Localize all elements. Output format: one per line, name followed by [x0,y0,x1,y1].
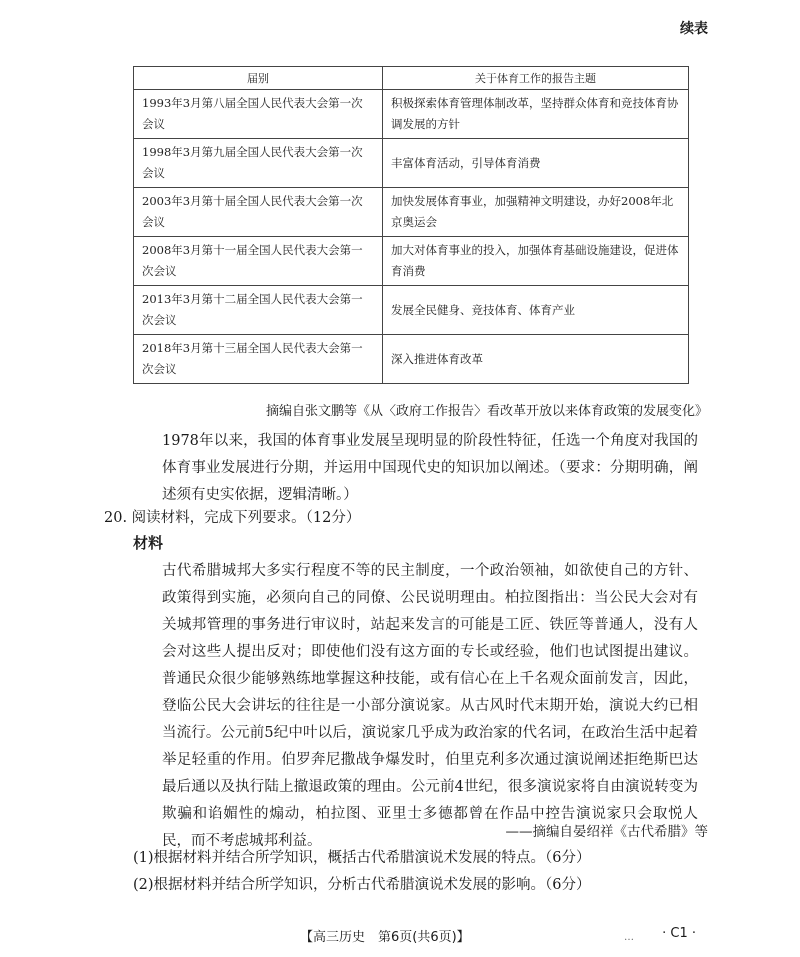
column-header-session: 届别 [134,67,383,90]
theme-cell: 丰富体育活动，引导体育消费 [383,139,689,188]
table-row [134,335,689,384]
footer-mark: … [624,932,634,943]
session-cell: 2008年3月第十一届全国人民代表大会第一次会议 [134,237,383,286]
session-cell: 2013年3月第十二届全国人民代表大会第一次会议 [134,286,383,335]
table-row [134,286,689,335]
theme-cell: 积极探索体育管理体制改革，坚持群众体育和竞技体育协调发展的方针 [383,90,689,139]
table-row [134,90,689,139]
material-text: 古代希腊城邦大多实行程度不等的民主制度，一个政治领袖，如欲使自己的方针、政策得到实施，必须向自己的同僚、公民说明理由。柏拉图指出：当公民大会对有关城邦管理的事务进行审议时，站起来发言的可能是工匠、铁匠等普通人，没有人会对这些人提出反对；即使他们没有这方面的专长或经验，他们也试图提出建议。普通民众很少能够熟练地掌握这种技能，或有信心在上千名观众面前发言，因此，登临公民大会讲坛的往往是一小部分演说家。从古风时代末期开始，演说大约已相当流行。公元前5纪中叶以后，演说家几乎成为政治家的代名词，在政治生活中起着举足轻重的作用。伯罗奔尼撒战争爆发时，伯里克利多次通过演说阐述拒绝斯巴达最后通以及执行陆上撤退政策的理由。公元前4世纪，很多演说家将自由演说转变为欺骗和谄媚性的煽动，柏拉图、亚里士多德都曾在作品中控告演说家只会取悦人民，而不考虑城邦利益。 [162,563,698,849]
theme-cell: 加大对体育事业的投入，加强体育基础设施建设，促进体育消费 [383,237,689,286]
theme-cell: 深入推进体育改革 [383,335,689,384]
theme-cell: 发展全民健身、竞技体育、体育产业 [383,286,689,335]
continued-label: 续表 [680,21,708,37]
paper-code: · C1 · [662,926,696,941]
session-cell: 2018年3月第十三届全国人民代表大会第一次会议 [134,335,383,384]
question-19-prompt [133,428,698,509]
material-source-citation: ——摘编自晏绍祥《古代希腊》等 [505,824,708,840]
table-source-citation: 摘编自张文鹏等《从〈政府工作报告〉看改革开放以来体育政策的发展变化》 [265,404,708,419]
question-19-text: 1978年以来，我国的体育事业发展呈现明显的阶段性特征，任选一个角度对我国的体育事业发展进行分期，并运用中国现代史的知识加以阐述。（要求：分期明确，阐述须有史实依据，逻辑清晰。） [162,433,698,503]
sports-policy-table [133,66,689,384]
session-cell: 1998年3月第九届全国人民代表大会第一次会议 [134,139,383,188]
table-row [134,139,689,188]
theme-cell: 加快发展体育事业，加强精神文明建设，办好2008年北京奥运会 [383,188,689,237]
sub-question-2: (2)根据材料并结合所学知识，分析古代希腊演说术发展的影响。（6分） [133,877,591,893]
session-cell: 2003年3月第十届全国人民代表大会第一次会议 [134,188,383,237]
table-row [134,188,689,237]
material-title: 材料 [133,534,164,552]
question-20-heading: 20. 阅读材料，完成下列要求。（12分） [104,510,361,526]
sub-question-1: (1)根据材料并结合所学知识，概括古代希腊演说术发展的特点。（6分） [133,850,591,866]
session-cell: 1993年3月第八届全国人民代表大会第一次会议 [134,90,383,139]
material-passage [133,558,698,855]
table-header-row [134,67,689,90]
table-row [134,237,689,286]
page-footer: 【高三历史 第6页(共6页)】 [300,930,470,945]
column-header-theme: 关于体育工作的报告主题 [383,67,689,90]
